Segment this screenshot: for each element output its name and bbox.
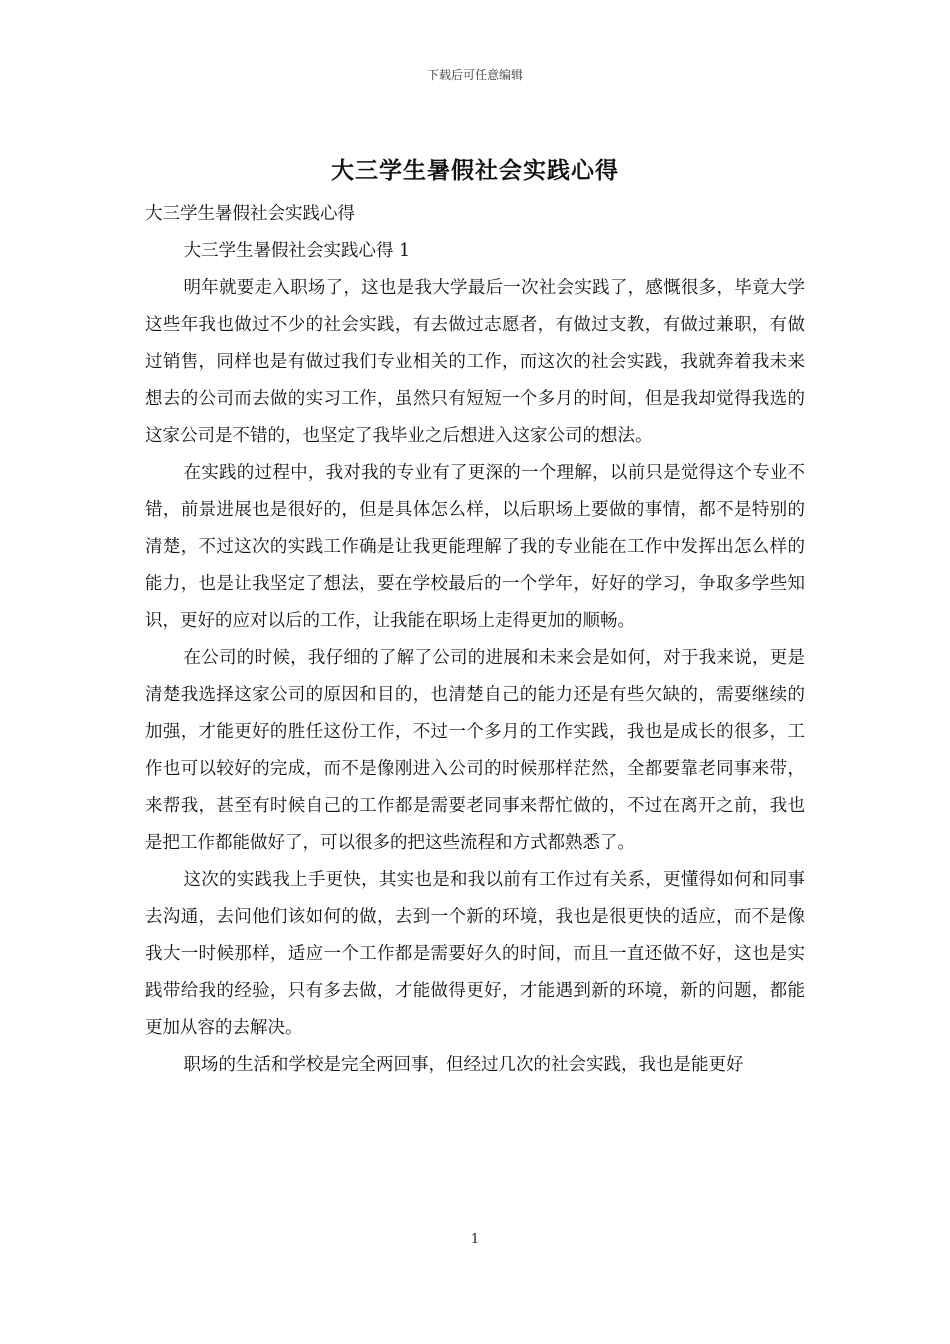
- page-number: 1: [470, 1232, 480, 1247]
- paragraph: 在公司的时候，我仔细的了解了公司的进展和未来会是如何，对于我来说，更是清楚我选择这家公司的原因和目的，也清楚自己的能力还是有些欠缺的，需要继续的加强，才能更好的胜任这份工作，不过一个多月的工作实践，我也是成长的很多，工作也可以较好的完成，而不是像刚进入公司的时候那样茫然，全都要靠老同事来带，来帮我，甚至有时候自己的工作都是需要老同事来帮忙做的，不过在离开之前，我也是把工作都能做好了，可以很多的把这些流程和方式都熟悉了。: [145, 648, 805, 853]
- document-body: [145, 196, 805, 1084]
- header-note: 下载后可任意编辑: [426, 68, 523, 82]
- document-title: 大三学生暑假社会实践心得: [331, 158, 619, 184]
- paragraph: 在实践的过程中，我对我的专业有了更深的一个理解，以前只是觉得这个专业不错，前景进展也是很好的，但是具体怎么样，以后职场上要做的事情，都不是特别的清楚，不过这次的实践工作确是让我更能理解了我的专业能在工作中发挥出怎么样的能力，也是让我坚定了想法，要在学校最后的一个学年，好好的学习，争取多学些知识，更好的应对以后的工作，让我能在职场上走得更加的顺畅。: [145, 463, 805, 631]
- paragraph: 职场的生活和学校是完全两回事，但经过几次的社会实践，我也是能更好: [183, 1055, 744, 1075]
- document-subtitle: 大三学生暑假社会实践心得: [145, 204, 355, 224]
- paragraph: 这次的实践我上手更快，其实也是和我以前有工作过有关系，更懂得如何和同事去沟通，去问他们该如何的做，去到一个新的环境，我也是很更快的适应，而不是像我大一时候那样，适应一个工作都是需要好久的时间，而且一直还做不好，这也是实践带给我的经验，只有多去做，才能做得更好，才能遇到新的环境，新的问题，都能更加从容的去解决。: [145, 870, 805, 1038]
- paragraph: 明年就要走入职场了，这也是我大学最后一次社会实践了，感慨很多，毕竟大学这些年我也做过不少的社会实践，有去做过志愿者，有做过支教，有做过兼职，有做过销售，同样也是有做过我们专业相关的工作，而这次的社会实践，我就奔着我未来想去的公司而去做的实习工作，虽然只有短短一个多月的时间，但是我却觉得我选的这家公司是不错的，也坚定了我毕业之后想进入这家公司的想法。: [145, 278, 805, 446]
- section-heading: 大三学生暑假社会实践心得 1: [183, 241, 411, 261]
